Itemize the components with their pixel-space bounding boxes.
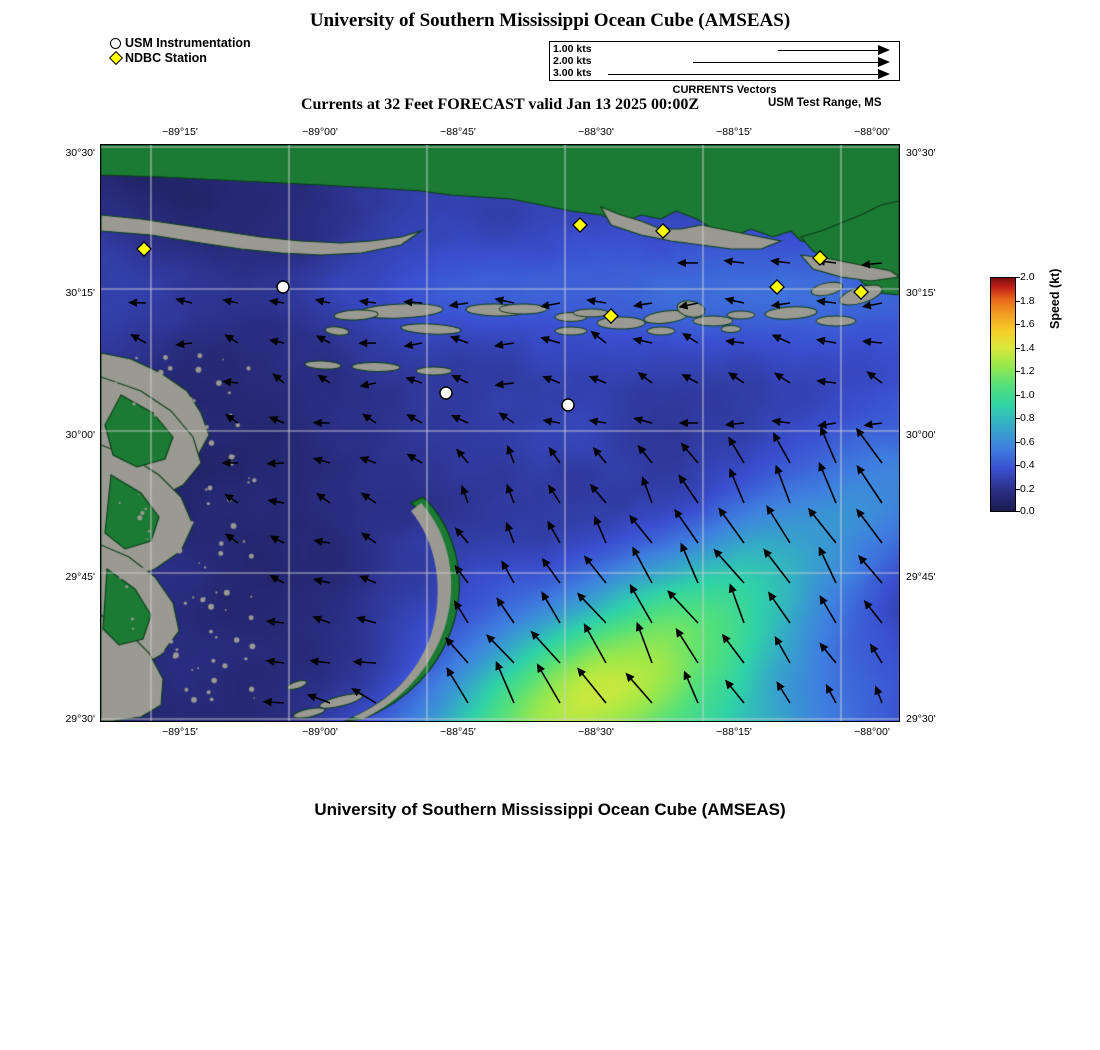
lon-tick-bottom-4: −88°30' [578,726,614,738]
footer-title: University of Southern Mississippi Ocean Cube (AMSEAS) [314,800,786,819]
legend-label-usm: USM Instrumentation [125,36,251,50]
colorbar-title: Speed (kt) [1048,268,1062,329]
lon-tick-bottom-5: −88°15' [716,726,752,738]
vector-key-caption: CURRENTS Vectors [672,84,777,96]
colorbar-tick-2-0: 2.0 [1020,271,1035,283]
colorbar-tick-1-6: 1.6 [1020,318,1035,330]
lon-tick-top-4: −88°30' [578,126,614,138]
colorbar-tick-0-4: 0.4 [1020,459,1035,471]
lon-tick-bottom-6: −88°00' [854,726,890,738]
lat-tick-right-1: 30°30' [906,147,936,159]
colorbar-tick-1-8: 1.8 [1020,294,1035,307]
colorbar-tick-1-2: 1.2 [1020,365,1035,377]
lat-tick-left-1: 30°30' [65,147,95,159]
colorbar-tick-0-0: 0.0 [1020,505,1035,517]
vector-key-line-1 [778,50,878,51]
lon-tick-bottom-1: −89°15' [162,726,198,738]
lat-tick-left-5: 29°30' [65,713,95,725]
diamond-marker-icon [109,51,123,65]
vector-key-line-3 [608,74,878,75]
colorbar-tick-1-4: 1.4 [1020,341,1035,354]
lon-tick-top-6: −88°00' [854,126,890,138]
current-speed-map[interactable] [100,144,900,722]
vector-key-label-2: 2.00 kts [553,55,592,67]
arrow-head-icon [878,57,890,67]
lat-tick-right-5: 29°30' [906,713,936,725]
vector-scale-key [549,41,900,81]
lon-tick-bottom-3: −88°45' [440,726,476,738]
vector-key-line-2 [693,62,878,63]
range-label: USM Test Range, MS [768,97,882,109]
lat-tick-right-3: 30°00' [906,429,936,441]
map-subtitle: Currents at 32 Feet FORECAST valid Jan 13 2025 00:00Z [300,96,700,113]
arrow-head-icon [878,45,890,55]
colorbar-tick-0-6: 0.6 [1020,435,1035,448]
colorbar-tick-1-0: 1.0 [1020,388,1035,401]
lat-tick-left-2: 30°15' [65,287,95,299]
lon-tick-bottom-2: −89°00' [302,726,338,738]
colorbar-tick-0-8: 0.8 [1020,412,1035,424]
lat-tick-right-2: 30°15' [906,287,936,299]
lat-tick-right-4: 29°45' [906,571,936,583]
station-legend [110,36,251,66]
lon-tick-top-5: −88°15' [716,126,752,138]
lon-tick-top-1: −89°15' [162,126,198,138]
colorbar-tick-0-2: 0.2 [1020,482,1035,495]
vector-key-label-3: 3.00 kts [553,67,592,79]
vector-key-label-1: 1.00 kts [553,43,592,55]
colorbar-gradient [990,277,1016,512]
lat-tick-left-4: 29°45' [65,571,95,583]
legend-item-usm [110,36,251,50]
map-vector-overlay [101,145,899,721]
arrow-head-icon [878,69,890,79]
legend-label-ndbc: NDBC Station [125,51,207,65]
vector-key-row-3 [550,68,901,81]
lon-tick-top-3: −88°45' [440,126,476,138]
lat-tick-left-3: 30°00' [65,429,95,441]
lon-tick-top-2: −89°00' [302,126,338,138]
circle-marker-icon [110,38,121,49]
page-title: University of Southern Mississippi Ocean Cube (AMSEAS) [309,10,791,31]
legend-item-ndbc [110,51,251,65]
